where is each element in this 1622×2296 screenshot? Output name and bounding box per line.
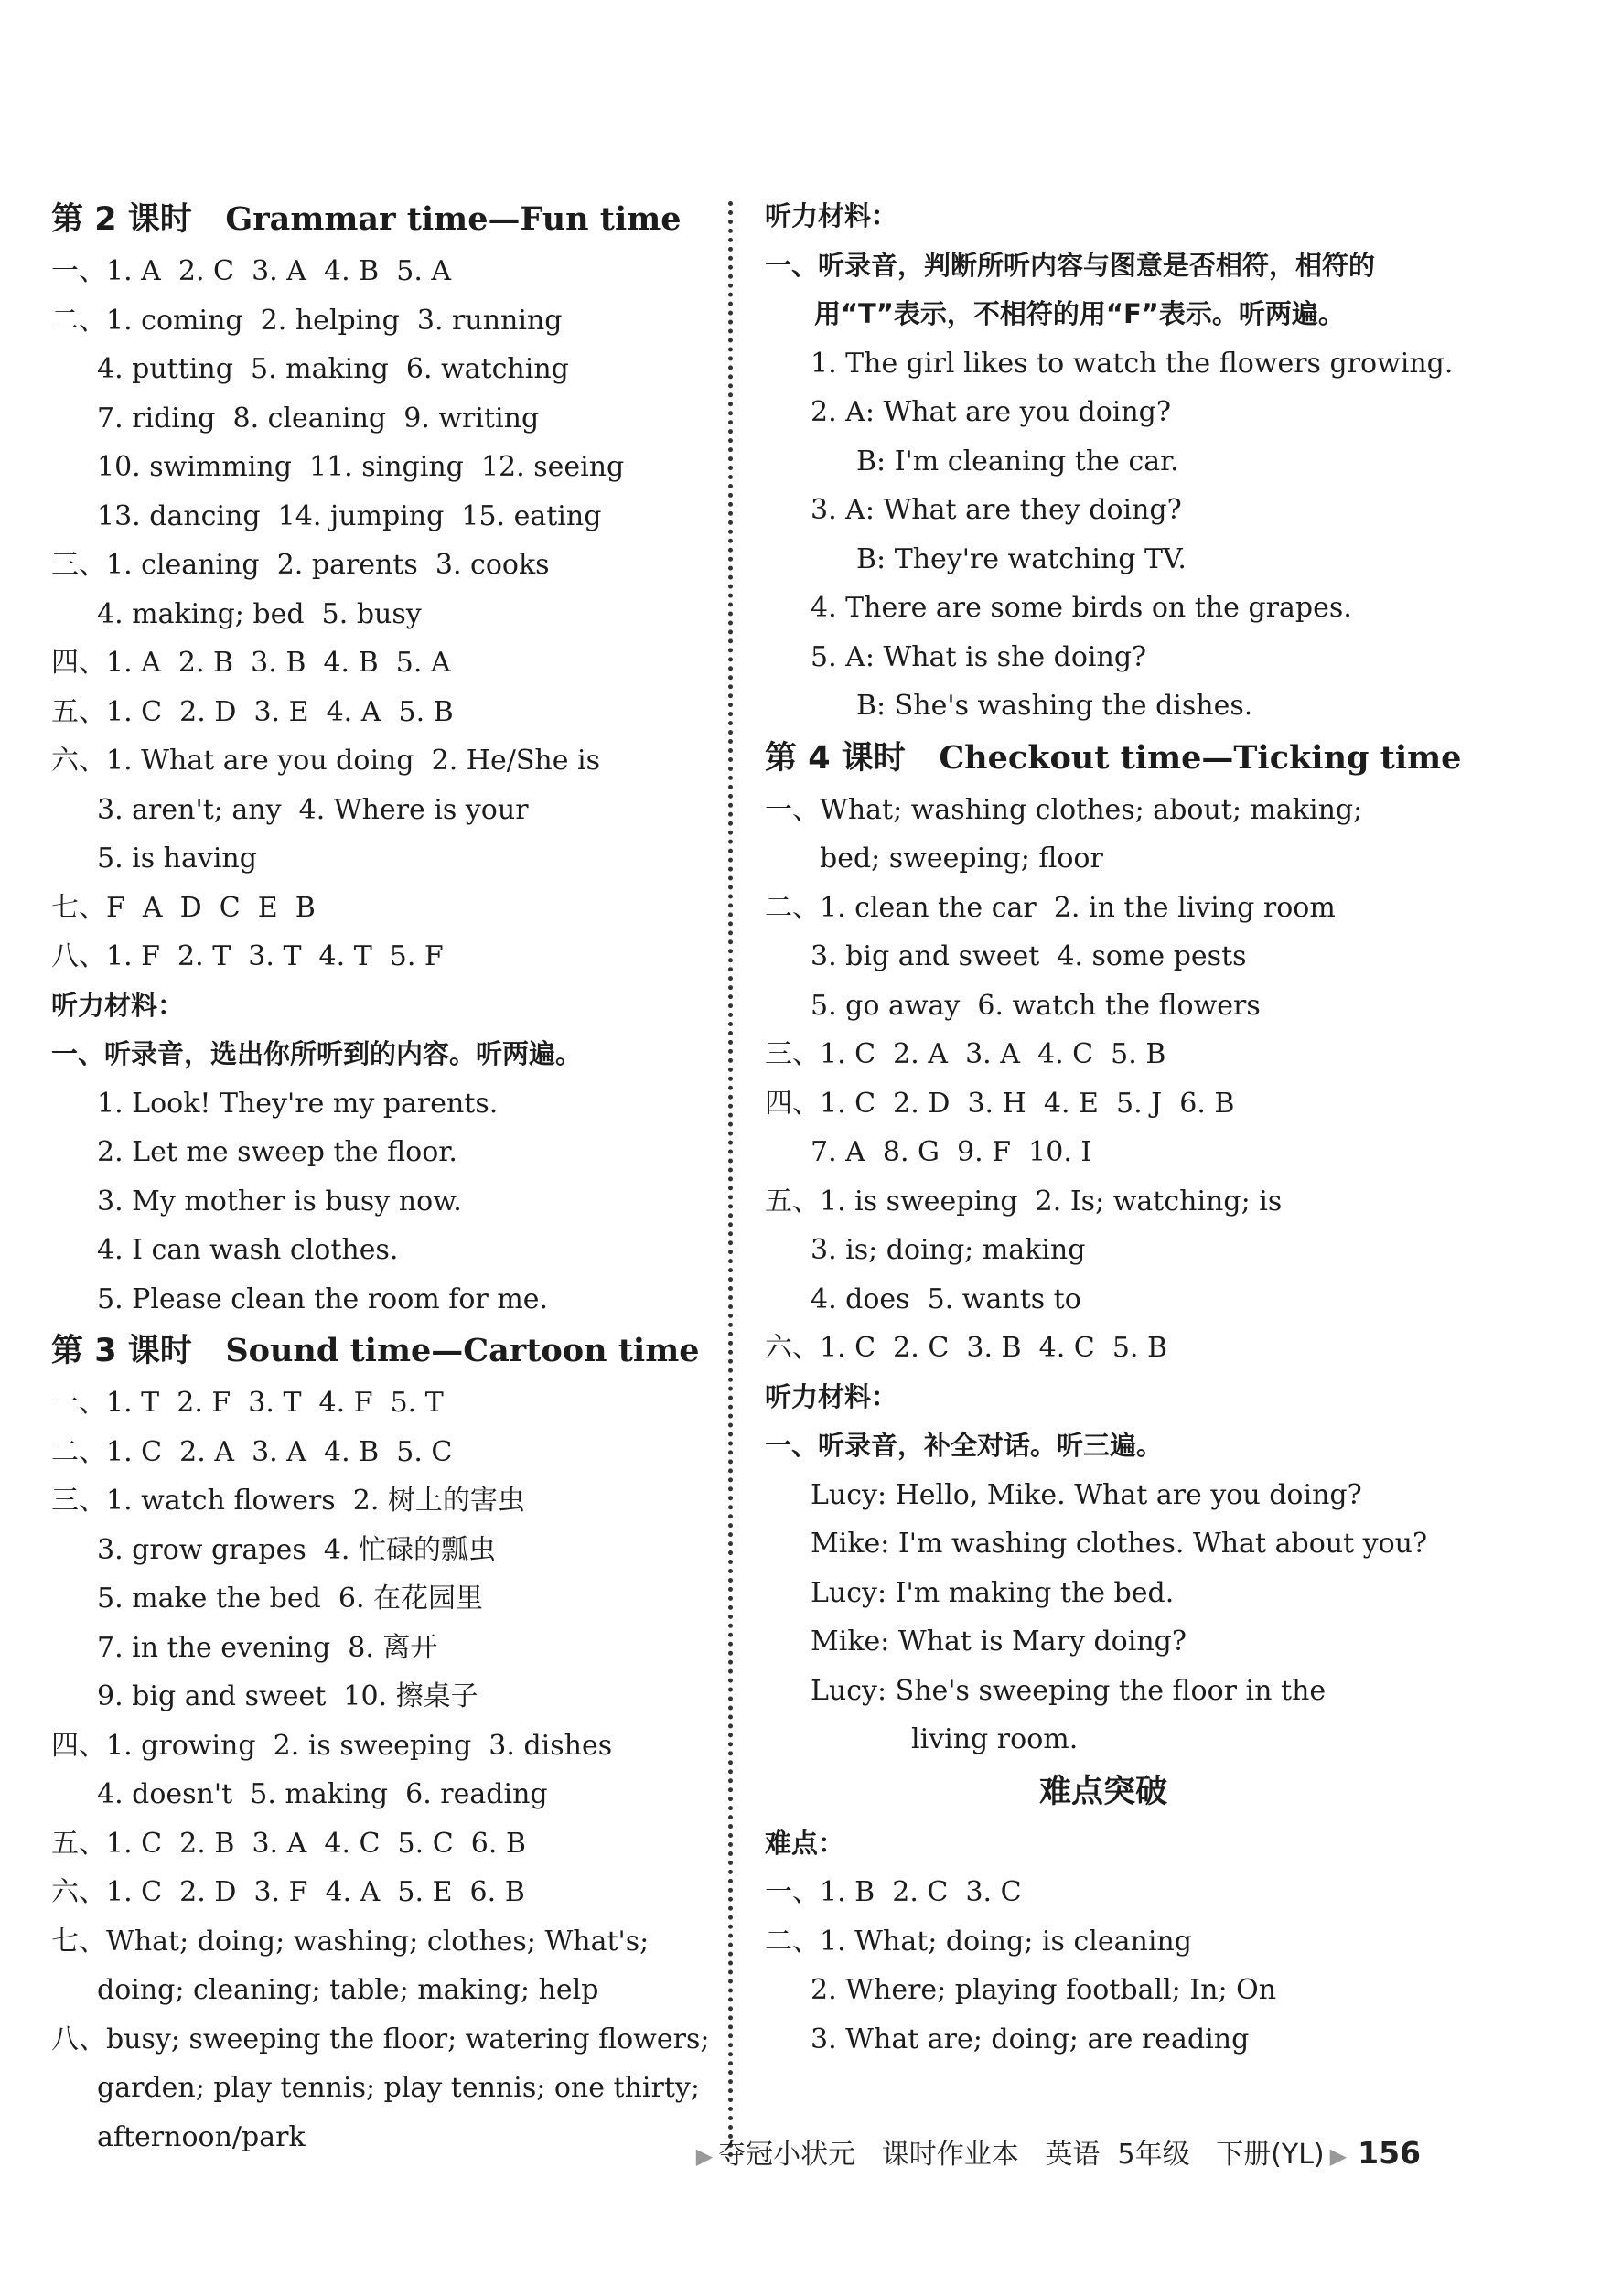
answer-line: 三、1. watch flowers 2. 树上的害虫 — [51, 1485, 525, 1517]
answer-line: 六、1. C 2. C 3. B 4. C 5. B — [765, 1332, 1168, 1364]
answer-line: 7. A 8. G 9. F 10. I — [811, 1136, 1092, 1168]
listening-line: 5. Please clean the room for me. — [97, 1282, 549, 1315]
dialogue-line: Mike: What is Mary doing? — [811, 1625, 1187, 1658]
answer-line: 五、1. C 2. B 3. A 4. C 5. C 6. B — [51, 1827, 526, 1860]
answer-line: 四、1. A 2. B 3. B 4. B 5. A — [51, 647, 451, 679]
listening-line: 3. My mother is busy now. — [97, 1185, 462, 1218]
answer-line: 3. big and sweet 4. some pests — [811, 940, 1247, 972]
difficulty-label: 难点： — [765, 1827, 845, 1859]
footer-volume: 下册(YL) — [1216, 2139, 1325, 2171]
answer-line: 五、1. is sweeping 2. Is; watching; is — [765, 1185, 1283, 1218]
column-divider — [728, 201, 733, 2159]
answer-line: 10. swimming 11. singing 12. seeing — [97, 451, 625, 483]
listening-line: B: She's washing the dishes. — [856, 690, 1253, 722]
listening-line: B: I'm cleaning the car. — [856, 445, 1179, 477]
answer-line: 三、1. C 2. A 3. A 4. C 5. B — [765, 1038, 1166, 1070]
answer-line: 五、1. C 2. D 3. E 4. A 5. B — [51, 695, 454, 728]
answer-line: 六、1. What are you doing 2. He/She is — [51, 745, 600, 777]
answer-line: 四、1. growing 2. is sweeping 3. dishes — [51, 1729, 613, 1762]
answer-line: 一、1. A 2. C 3. A 4. B 5. A — [51, 255, 452, 287]
answer-line: 4. making; bed 5. busy — [97, 597, 422, 630]
answer-line: 3. What are; doing; are reading — [811, 2022, 1250, 2055]
listening-label: 听力材料： — [51, 989, 185, 1021]
listening-instruction: 一、听录音，补全对话。听三遍。 — [765, 1430, 1164, 1461]
answer-line: 4. does 5. wants to — [811, 1282, 1081, 1315]
answer-line: 二、1. What; doing; is cleaning — [765, 1925, 1192, 1958]
difficulty-title: 难点突破 — [1038, 1773, 1167, 1810]
listening-instruction: 一、听录音，选出你所听到的内容。听两遍。 — [51, 1038, 583, 1069]
answer-line: 5. make the bed 6. 在花园里 — [97, 1583, 484, 1615]
answer-line: 一、What; washing clothes; about; making; — [765, 793, 1363, 826]
answer-line: 9. big and sweet 10. 擦桌子 — [97, 1680, 478, 1712]
listening-line: 2. A: What are you doing? — [811, 396, 1171, 428]
listening-line: 4. There are some birds on the grapes. — [811, 592, 1352, 624]
answer-line: 13. dancing 14. jumping 15. eating — [97, 499, 602, 532]
answer-line: 四、1. C 2. D 3. H 4. E 5. J 6. B — [765, 1087, 1235, 1120]
dialogue-line: Lucy: She's sweeping the floor in the — [811, 1674, 1327, 1707]
lesson-3-heading: 第 3 课时 Sound time—Cartoon time — [51, 1332, 700, 1369]
answer-line: 5. go away 6. watch the flowers — [811, 989, 1261, 1022]
listening-line: 1. Look! They're my parents. — [97, 1087, 499, 1120]
listening-label: 听力材料： — [765, 1380, 898, 1412]
listening-line: 1. The girl likes to watch the flowers growing. — [811, 347, 1454, 380]
listening-instruction: 一、听录音，判断所听内容与图意是否相符，相符的用“T”表示，不相符的用“F”表示。听两遍。 — [765, 249, 1376, 329]
dialogue-line: living room. — [911, 1723, 1079, 1755]
answer-line: 八、1. F 2. T 3. T 4. T 5. F — [51, 940, 444, 972]
listening-line: B: They're watching TV. — [856, 542, 1187, 575]
listening-line: 4. I can wash clothes. — [97, 1234, 399, 1266]
answer-line: 3. grow grapes 4. 忙碌的瓢虫 — [97, 1533, 496, 1566]
page-number: 156 — [1358, 2135, 1421, 2171]
answer-line: 二、1. coming 2. helping 3. running — [51, 304, 563, 337]
answer-line: 5. is having — [97, 842, 257, 874]
answer-line: bed; sweeping; floor — [820, 842, 1103, 874]
answer-line: 7. in the evening 8. 离开 — [97, 1631, 438, 1664]
footer-subject: 英语 — [1045, 2139, 1101, 2171]
footer-grade: 5年级 — [1117, 2139, 1190, 2171]
listening-line: 2. Let me sweep the floor. — [97, 1136, 457, 1168]
answer-line: afternoon/park — [97, 2120, 306, 2153]
answer-line: 七、What; doing; washing; clothes; What's; — [51, 1925, 650, 1958]
listening-line: 5. A: What is she doing? — [811, 640, 1147, 673]
page-footer — [0, 2131, 1622, 2172]
answer-line: 3. aren't; any 4. Where is your — [97, 793, 529, 826]
answer-line: 7. riding 8. cleaning 9. writing — [97, 402, 540, 435]
answer-line: garden; play tennis; play tennis; one thirty; — [97, 2072, 700, 2104]
answer-line: 八、busy; sweeping the floor; watering flowers; — [51, 2022, 710, 2055]
footer-book: 课时作业本 — [881, 2139, 1019, 2171]
listening-label: 听力材料： — [765, 200, 898, 231]
right-column — [765, 192, 1462, 2064]
dialogue-line: Lucy: Hello, Mike. What are you doing? — [811, 1478, 1362, 1511]
listening-line: 3. A: What are they doing? — [811, 494, 1182, 526]
footer-brand: 夺冠小状元 — [718, 2139, 856, 2171]
lesson-2-heading: 第 2 课时 Grammar time—Fun time — [51, 200, 682, 238]
dialogue-line: Lucy: I'm making the bed. — [811, 1576, 1175, 1609]
lesson-4-heading: 第 4 课时 Checkout time—Ticking time — [765, 738, 1462, 777]
dialogue-line: Mike: I'm washing clothes. What about you? — [811, 1528, 1428, 1560]
answer-line: 七、F A D C E B — [51, 891, 316, 924]
arrow-right-icon: ▶ — [1329, 2143, 1348, 2169]
answer-line: doing; cleaning; table; making; help — [97, 1974, 599, 2006]
answer-line: 二、1. clean the car 2. in the living room — [765, 891, 1336, 924]
answer-line: 六、1. C 2. D 3. F 4. A 5. E 6. B — [51, 1876, 525, 1908]
answer-line: 4. putting 5. making 6. watching — [97, 353, 569, 385]
answer-line: 3. is; doing; making — [811, 1234, 1086, 1266]
answer-line: 4. doesn't 5. making 6. reading — [97, 1778, 548, 1810]
answer-line: 2. Where; playing football; In; On — [811, 1974, 1277, 2006]
answer-line: 三、1. cleaning 2. parents 3. cooks — [51, 549, 550, 581]
left-column — [51, 192, 710, 2162]
answer-line: 一、1. T 2. F 3. T 4. F 5. T — [51, 1387, 444, 1419]
answer-line: 二、1. C 2. A 3. A 4. B 5. C — [51, 1435, 453, 1468]
arrow-right-icon: ▶ — [695, 2143, 714, 2169]
answer-line: 一、1. B 2. C 3. C — [765, 1876, 1022, 1908]
